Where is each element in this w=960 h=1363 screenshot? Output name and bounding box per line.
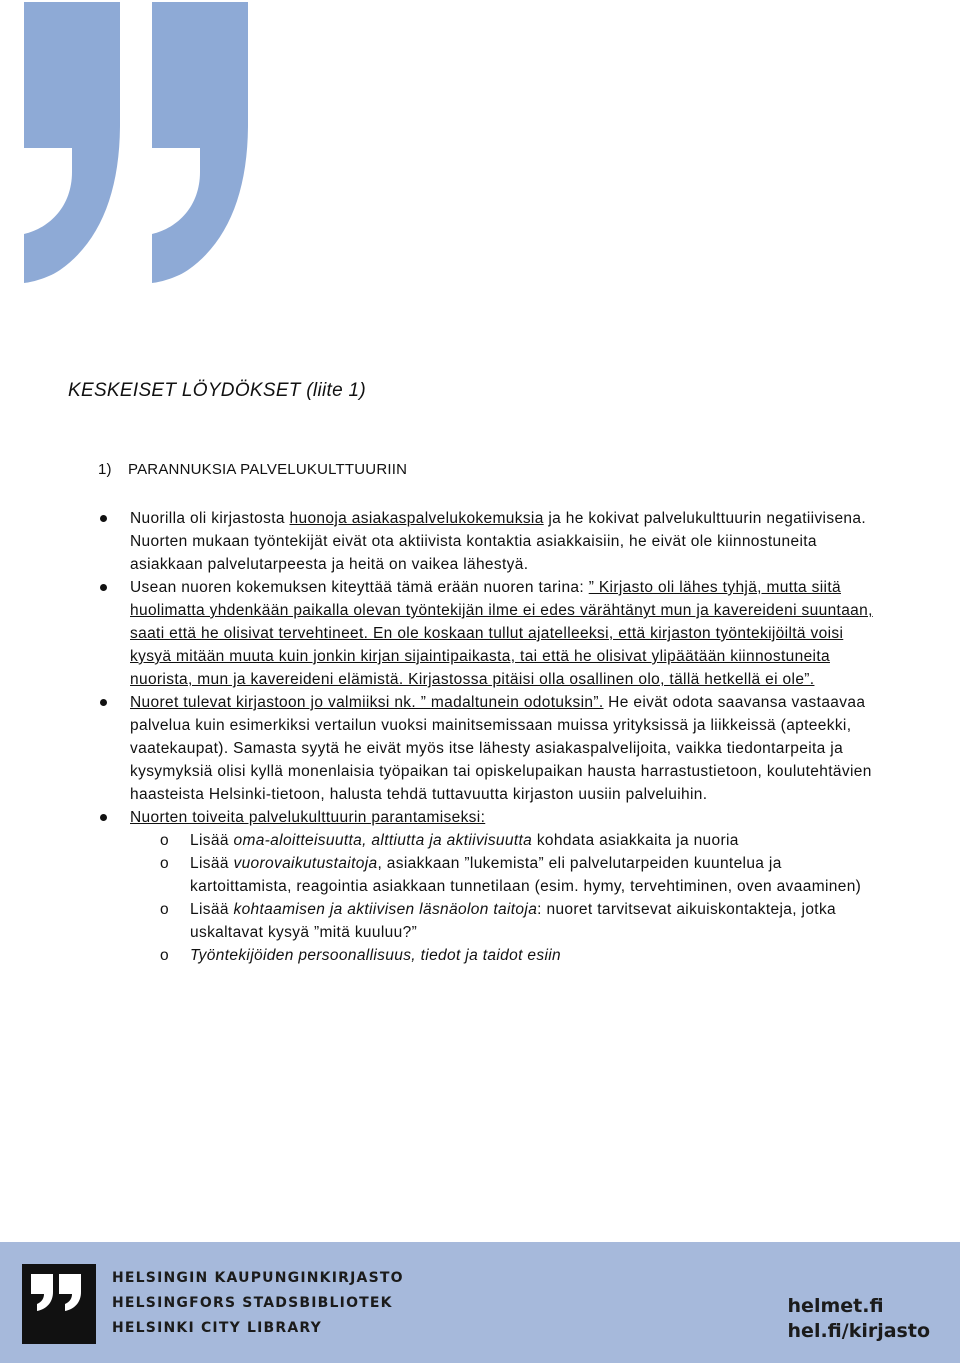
footer-banner <box>0 1242 960 1363</box>
link-hel-kirjasto[interactable]: hel.fi/kirjasto <box>787 1320 930 1342</box>
section-title-text: PARANNUKSIA PALVELUKULTTUURIIN <box>128 461 408 478</box>
list-item: Nuorilla oli kirjastosta huonoja asiakaspalvelukokemuksia ja he kokivat palvelukulttuurin negatiivisena. Nuorten mukaan työntekijät eivät ota aktiivista kontaktia asiakkaisiin, he eivät ole kiinnostuneita asiakkaan palvelutarpeesta ja heitä on vaikea lähestyä. <box>130 507 882 576</box>
sub-list-item: o Lisää vuorovaikutustaitoja, asiakkaan ”lukemista” eli palvelutarpeiden kuuntelua ja kartoittamista, reagointia asiakkaan tunnetilaan (esim. hymy, tervehtiminen, oven avaaminen) <box>130 852 882 898</box>
link-helmet[interactable]: helmet.fi <box>787 1295 884 1317</box>
findings-list <box>130 507 882 967</box>
list-item <box>130 806 882 967</box>
sub-list-item: o Lisää kohtaamisen ja aktiivisen läsnäolon taitoja: nuoret tarvitsevat aikuiskontakteja, jotka uskaltavat kysyä ”mitä kuuluu?” <box>130 898 882 944</box>
list-item: Usean nuoren kokemuksen kiteyttää tämä erään nuoren tarina: ” Kirjasto oli lähes tyhjä, mutta siitä huolimatta yhdenkään paikalla olevan työntekijän ilme ei edes värähtänyt mun ja kavereideni suuntaan, saati että he olisivat tervehtineet. En ole koskaan tullut ajatelleeksi, että kirjaston työntekijöiltä voisi kysyä mitään muuta kuin jonkin kirjan sijaintipaikasta, tai että he olisivat ylipäätään kiinnostuneita nuorista, mun ja kavereideni elämistä. Kirjastossa pitäisi olla osallinen olo, tällä hetkellä ei ole”. <box>130 576 882 691</box>
sub-bullet-marker: o <box>160 947 169 964</box>
sub-bullet-marker: o <box>160 855 169 872</box>
sub-lead: Lisää <box>190 832 234 849</box>
italic-phrase: Työntekijöiden persoonallisuus, tiedot ja taidot esiin <box>190 947 562 964</box>
findings-content <box>130 507 882 967</box>
page-heading: KESKEISET LÖYDÖKSET (liite 1) <box>68 380 367 401</box>
italic-phrase: kohtaamisen ja aktiivisen läsnäolon taitoja <box>233 901 538 918</box>
sub-bullet-marker: o <box>160 901 169 918</box>
wishes-sublist <box>130 829 882 967</box>
library-quote-logo-icon <box>22 1264 96 1344</box>
italic-phrase: oma-aloitteisuutta, alttiutta ja aktiivisuutta <box>233 832 533 849</box>
sub-bullet-marker: o <box>160 832 169 849</box>
youth-quote: ” Kirjasto oli lähes tyhjä, mutta siitä huolimatta yhdenkään paikalla olevan työntekijän ilme ei edes värähtänyt mun ja kavereideni suuntaan, saati että he olisivat tervehtineet. En ole koskaan tullut ajatelleeksi, että kirjaston työntekijöiltä voisi kysyä mitään muuta kuin jonkin kirjan sijaintipaikasta, tai että he olisivat ylipäätään kiinnostuneita nuorista, mun ja kavereideni elämistä. Kirjastossa pitäisi olla osallinen olo, tällä hetkellä ei ole”. <box>130 579 873 688</box>
underlined-phrase: Nuoret tulevat kirjastoon jo valmiiksi nk. ” madaltunein odotuksin”. <box>130 694 604 711</box>
org-name-en: HELSINKI CITY LIBRARY <box>112 1320 322 1336</box>
italic-phrase: vuorovaikutustaitoja <box>233 855 378 872</box>
list-item: Nuoret tulevat kirjastoon jo valmiiksi nk. ” madaltunein odotuksin”. He eivät odota saavansa vastaavaa palvelua kuin esimerkiksi vertailun vuoksi mainitsemissaan muissa yrityksissä ja liikkeissä (apteekki, vaatekaupat). Samasta syytä he eivät myös itse lähesty asiakaspalvelijoita, vaikka tiedontarpeita ja kysymyksiä olisi kyllä monenlaisia työpaikan tai opiskelupaikan hausta harrastustietoon, koulutehtävien haasteista Helsinki-tietoon, halusta tehdä tuttavuutta kirjaston uusiin palveluihin. <box>130 691 882 806</box>
org-name-fi: HELSINGIN KAUPUNGINKIRJASTO <box>112 1270 404 1286</box>
footer-org-names <box>112 1266 404 1341</box>
section-title <box>98 461 407 478</box>
underlined-phrase: Nuorten toiveita palvelukulttuurin parantamiseksi: <box>130 809 486 826</box>
org-name-sv: HELSINGFORS STADSBIBLIOTEK <box>112 1295 393 1311</box>
sub-lead: Lisää <box>190 901 234 918</box>
underlined-phrase: huonoja asiakaspalvelukokemuksia <box>289 510 544 527</box>
sub-list-item <box>130 944 882 967</box>
sub-lead: Lisää <box>190 855 234 872</box>
sub-list-item: o Lisää oma-aloitteisuutta, alttiutta ja aktiivisuutta kohdata asiakkaita ja nuoria <box>130 829 882 852</box>
quotation-marks-icon <box>22 2 252 284</box>
section-number: 1) <box>98 461 112 478</box>
footer-links <box>788 1294 930 1344</box>
